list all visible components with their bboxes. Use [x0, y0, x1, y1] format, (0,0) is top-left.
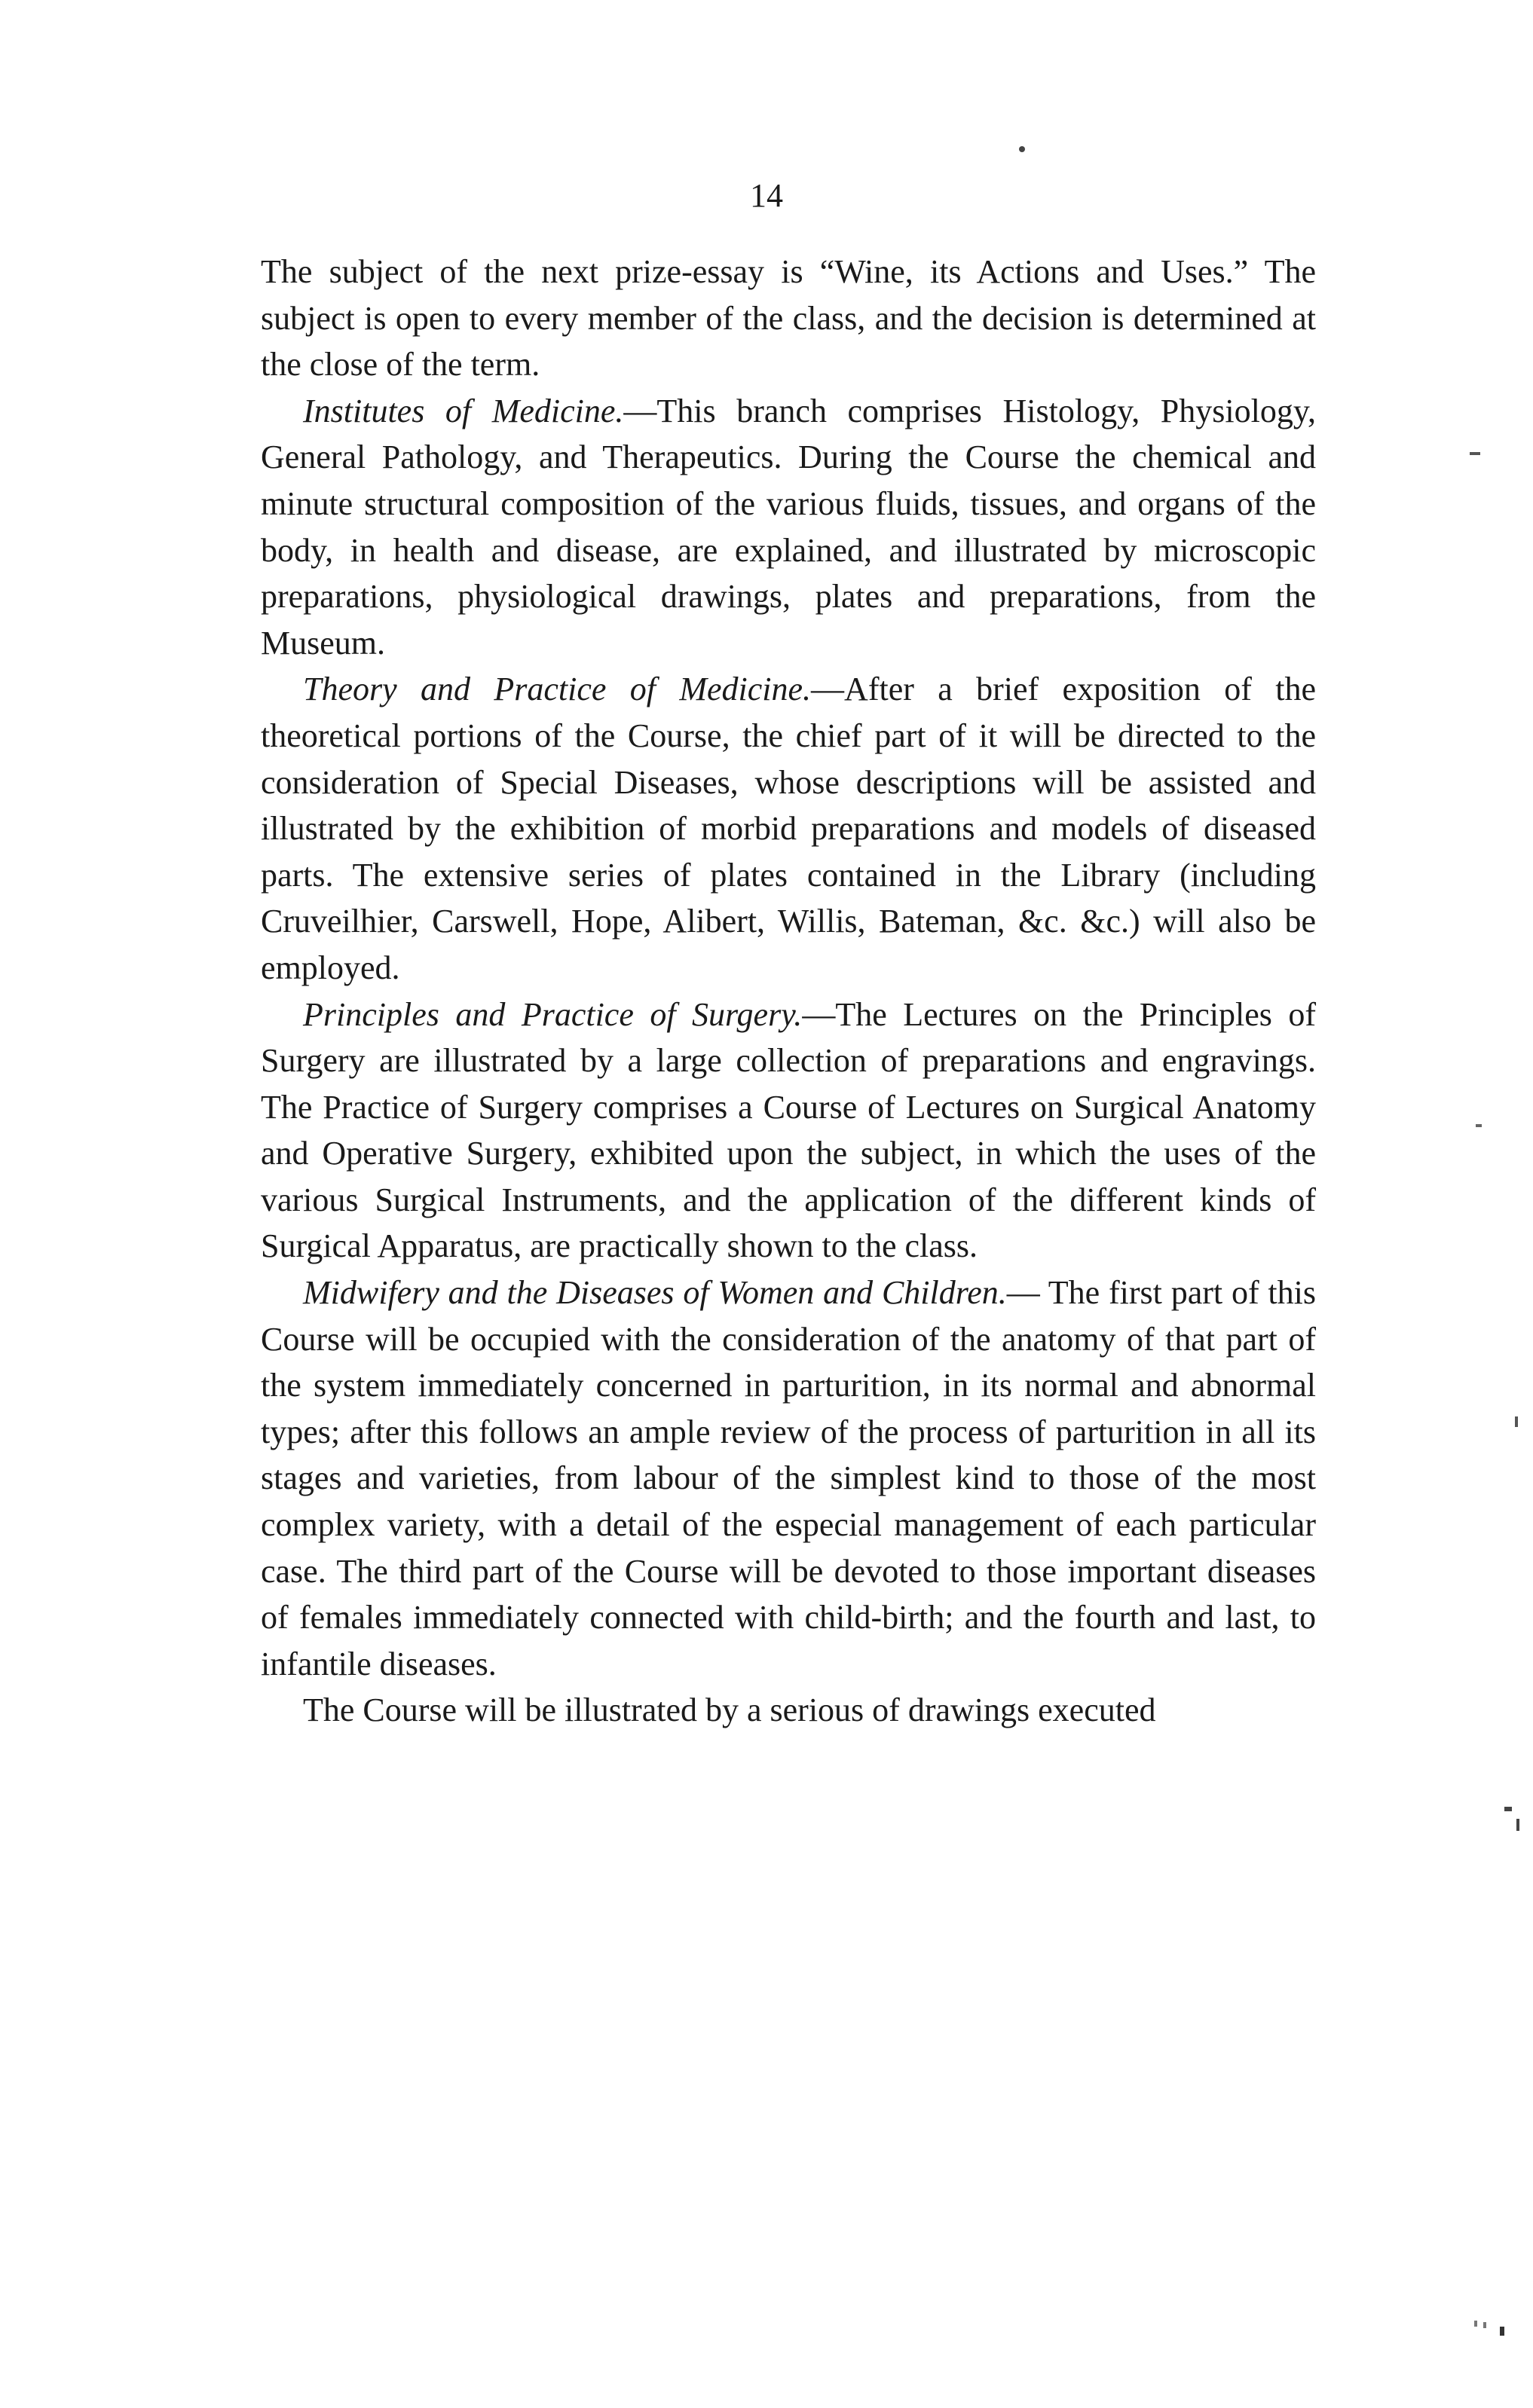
- paragraph-text: —This branch comprises Histology, Physiology, General Pathology, and Therapeutics. During the Course the chemical and minute structural composition of the various fluids, tissues, and organs of the body, in health and disease, are explained, and illustrated by microscopic preparations, physiological drawings, plates and preparations, from the Museum.: [261, 392, 1316, 662]
- speck-mark: [1019, 146, 1025, 152]
- speck-mark: [1474, 2321, 1477, 2327]
- page-number: 14: [750, 177, 783, 214]
- speck-mark: [1476, 1124, 1482, 1127]
- speck-mark: [1483, 2322, 1486, 2328]
- speck-mark: [1470, 452, 1480, 455]
- paragraph-theory-and-practice-of-medicine: [261, 666, 1316, 991]
- paragraph-text: The subject of the next prize-essay is “Wine, its Actions and Uses.” The subject is open to every member of the class, and the decision is determined at the close of the term.: [261, 253, 1316, 384]
- paragraph-text: The Course will be illustrated by a serious of drawings executed: [303, 1691, 1156, 1729]
- paragraph-prize-essay: [261, 249, 1316, 388]
- speck-mark: [1504, 1807, 1512, 1811]
- section-heading: Institutes of Medicine.: [303, 392, 624, 429]
- speck-mark: [1516, 1819, 1519, 1831]
- speck-mark: [1515, 1416, 1518, 1427]
- section-heading: Principles and Practice of Surgery.: [303, 995, 803, 1033]
- paragraph-text: — The first part of this Course will be occupied with the consideration of the anatomy of that part of the system immediately concerned in parturition, in its normal and abnormal types; after this follows an ample review of the process of parturition in all its stages and varieties, from labour of the simplest kind to those of the most complex variety, with a detail of the especial management of each particular case. The third part of the Course will be devoted to those important diseases of females immediately connected with child-birth; and the fourth and last, to infantile diseases.: [261, 1274, 1316, 1682]
- section-heading: Midwifery and the Diseases of Women and Children.: [303, 1274, 1007, 1312]
- paragraph-institutes-of-medicine: [261, 388, 1316, 667]
- paragraph-course-illustrations: [261, 1687, 1316, 1734]
- paragraph-midwifery: [261, 1270, 1316, 1687]
- paragraph-text: —The Lectures on the Principles of Surgery are illustrated by a large collection of preparations and engravings. The Practice of Surgery comprises a Course of Lectures on Surgical Anatomy and Operative Surgery, exhibited upon the subject, in which the uses of the various Surgical Instruments, and the application of the different kinds of Surgical Apparatus, are practically shown to the class.: [261, 995, 1316, 1265]
- body-text: [261, 249, 1316, 1734]
- paragraph-text: —After a brief exposition of the theoretical portions of the Course, the chief part of it will be directed to the consideration of Special Diseases, whose descriptions will be assisted and illustrated by the exhibition of morbid preparations and models of diseased parts. The extensive series of plates contained in the Library (including Cruveilhier, Carswell, Hope, Alibert, Willis, Bateman, &c. &c.) will also be employed.: [261, 671, 1316, 986]
- paragraph-principles-and-practice-of-surgery: [261, 992, 1316, 1270]
- section-heading: Theory and Practice of Medicine.: [303, 671, 812, 708]
- speck-mark: [1500, 2327, 1504, 2336]
